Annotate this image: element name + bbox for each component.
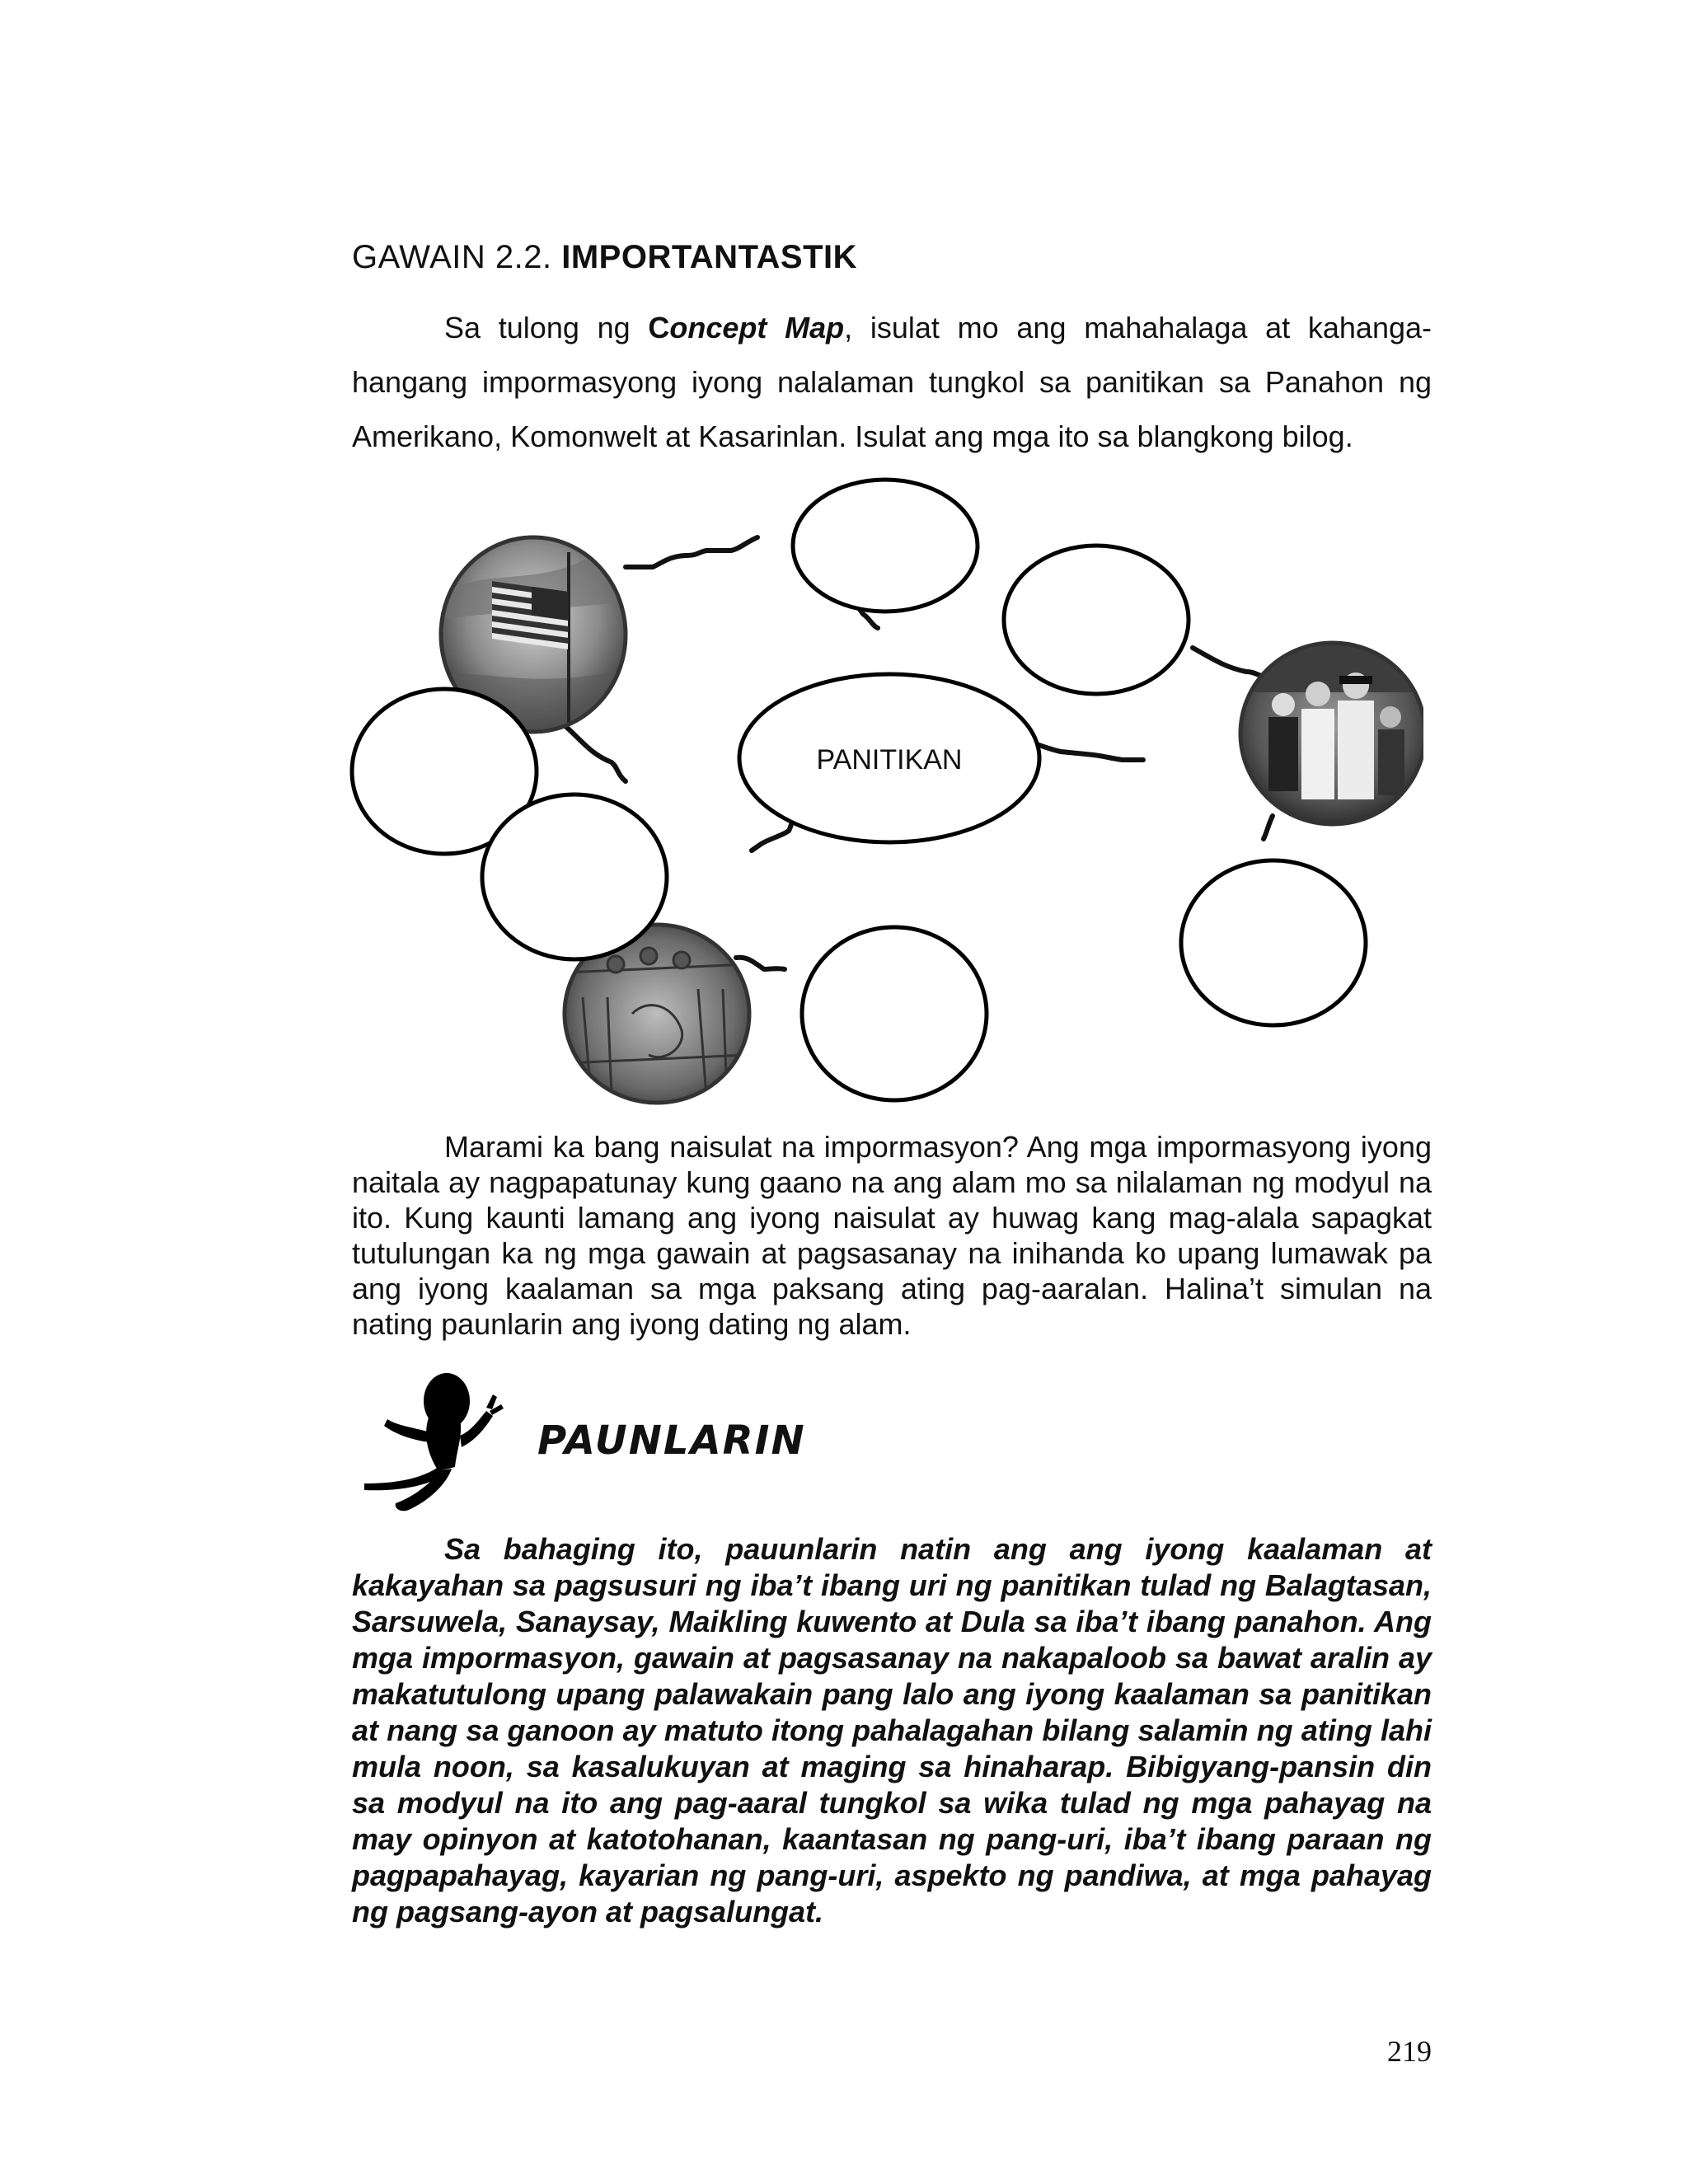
activity-number: GAWAIN 2.2. bbox=[352, 239, 552, 275]
center-node bbox=[739, 674, 1039, 842]
reflection-paragraph bbox=[352, 1129, 1432, 1342]
dancing-figure-icon bbox=[348, 1368, 504, 1521]
section-intro-paragraph bbox=[352, 1531, 1432, 1930]
activity-title: IMPORTANTASTIK bbox=[561, 239, 858, 275]
blank-circle-top[interactable] bbox=[793, 480, 978, 612]
page-number: 219 bbox=[1387, 2035, 1432, 2068]
intro-bold-c: C bbox=[648, 311, 670, 344]
intro-paragraph bbox=[352, 301, 1432, 464]
center-label: PANITIKAN bbox=[816, 744, 963, 776]
blank-circle-right[interactable] bbox=[1181, 860, 1366, 1025]
intro-text-1: Sa tulong ng bbox=[444, 311, 649, 344]
concept-map bbox=[319, 470, 1423, 1113]
section-title: PAUNLARIN bbox=[537, 1418, 806, 1464]
reflection-text: Marami ka bang naisulat na impormasyon? Ang mga impormasyong iyong naitala ay nagpapatunay kung gaano na ang alam mo sa nilalaman ng modyul na ito. Kung kaunti lamang ang iyong naisulat ay huwag kang mag-alala sapagkat tutulungan ka ng mga gawain at pagsasanay na inihanda ko upang lumawak pa ang iyong kaalaman sa mga paksang ating pag-aaralan. Halina’t simulan na nating paunlarin ang iyong dating ng alam. bbox=[352, 1130, 1432, 1341]
blank-circle-lower-left[interactable] bbox=[482, 794, 667, 959]
section-intro-text: Sa bahaging ito, pauunlarin natin ang ang iyong kaalaman at kakayahan sa pagsusuri ng iba’t ibang uri ng panitikan tulad ng Balagtasan, Sarsuwela, Sanaysay, Maikling kuwento at Dula sa iba’t ibang panahon. Ang mga impormasyon, gawain at pagsasanay na nakapaloob sa bawat aralin ay makatutulong upang palawakain pang lalo ang iyong kaalaman sa panitikan at nang sa ganoon ay matuto itong pahalagahan bilang salamin ng ating lahi mula noon, sa kasalukuyan at maging sa hinaharap. Bibigyang-pansin din sa modyul na ito ang pag-aaral tungkol sa wika tulad ng mga pahayag na may opinyon at katotohanan, kaantasan ng pang-uri, iba’t ibang paraan ng pagpapahayag, kayarian ng pang-uri, aspekto ng pandiwa, at mga pahayag ng pagsang-ayon at pagsalungat. bbox=[352, 1532, 1432, 1929]
blank-circle-bottom[interactable] bbox=[802, 927, 987, 1100]
officials-photo bbox=[1240, 643, 1423, 824]
activity-heading bbox=[352, 239, 857, 276]
blank-circle-top-right[interactable] bbox=[1004, 546, 1189, 694]
page-content bbox=[352, 0, 1432, 2184]
intro-text-2: , isulat mo ang mahahalaga at kahanga-hangang impormasyong iyong nalalaman tungkol sa panitikan sa Panahon ng Amerikano, Komonwelt at Kasarinlan. Isulat ang mga ito sa blangkong bilog. bbox=[352, 311, 1432, 453]
intro-concept-map: oncept Map bbox=[669, 311, 845, 344]
